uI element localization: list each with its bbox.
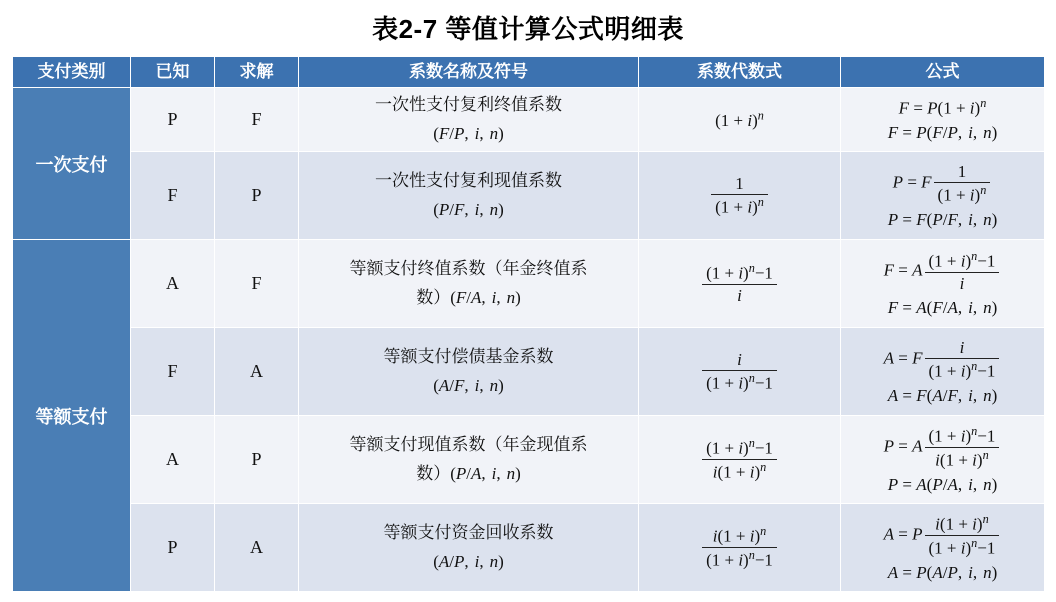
table-body [13, 88, 1045, 592]
column-header-category: 支付类别 [13, 57, 131, 88]
formula-cell: $F = P(1 + i)^n$ F = P(F/P, i, n) [841, 88, 1045, 152]
expression-cell: $\frac{i(1 + i)^n}{(1 + i)^n-1}$ [639, 504, 841, 592]
expression-cell: $\frac{1}{(1 + i)^n}$ [639, 152, 841, 240]
column-header-expression: 系数代数式 [639, 57, 841, 88]
formula-cell: A = P $\frac{i(1 + i)^n}{(1 + i)^n-1}$ A = P(A/P, i, n) [841, 504, 1045, 592]
coefficient-name-cell [299, 504, 639, 592]
coefficient-symbol-line: (A/P, i, n) [433, 551, 504, 571]
table-row [13, 88, 1045, 152]
known-cell: A [131, 240, 215, 328]
solve-cell: A [215, 328, 299, 416]
coefficient-name-line1: 等额支付偿债基金系数 [383, 346, 554, 366]
coefficient-symbol-line: (A/F, i, n) [433, 375, 504, 395]
table-row [13, 416, 1045, 504]
table-header [13, 57, 1045, 88]
coefficient-symbol-line: 数）(F/A, i, n) [416, 287, 521, 307]
coefficient-name-line1: 等额支付资金回收系数 [383, 522, 554, 542]
expression-cell: $\frac{i}{(1 + i)^n-1}$ [639, 328, 841, 416]
solve-cell: F [215, 240, 299, 328]
column-header-formula: 公式 [841, 57, 1045, 88]
coefficient-name-cell [299, 88, 639, 152]
coefficient-name-cell [299, 416, 639, 504]
coefficient-name-cell [299, 240, 639, 328]
column-header-name: 系数名称及符号 [299, 57, 639, 88]
coefficient-name-line1: 一次性支付复利现值系数 [375, 170, 562, 190]
formula-cell: P = A $\frac{(1 + i)^n-1}{i(1 + i)^n}$ P = A(P/A, i, n) [841, 416, 1045, 504]
table-header-row [13, 57, 1045, 88]
coefficient-symbol-line: (P/F, i, n) [433, 199, 504, 219]
column-header-solve: 求解 [215, 57, 299, 88]
expression-cell: $\frac{(1 + i)^n-1}{i(1 + i)^n}$ [639, 416, 841, 504]
formula-cell: P = F $\frac{1}{(1 + i)^n}$ P = F(P/F, i, n) [841, 152, 1045, 240]
coefficient-name-line1: 等额支付终值系数（年金终值系 [349, 258, 588, 278]
coefficient-name-cell [299, 152, 639, 240]
table-row [13, 152, 1045, 240]
coefficient-symbol-line: (F/P, i, n) [433, 123, 504, 143]
solve-cell: A [215, 504, 299, 592]
table-row [13, 328, 1045, 416]
expression-cell: $(1 + i)^n$ [639, 88, 841, 152]
known-cell: P [131, 504, 215, 592]
coefficient-name-line1: 等额支付现值系数（年金现值系 [349, 434, 588, 454]
coefficient-symbol-line: 数）(P/A, i, n) [416, 463, 521, 483]
solve-cell: P [215, 152, 299, 240]
equivalence-formula-table [12, 56, 1045, 592]
solve-cell: F [215, 88, 299, 152]
category-cell-single-payment: 一次支付 [13, 88, 131, 240]
coefficient-name-cell [299, 328, 639, 416]
category-cell-equal-payment: 等额支付 [13, 240, 131, 592]
table-row [13, 504, 1045, 592]
table-row [13, 240, 1045, 328]
known-cell: F [131, 152, 215, 240]
coefficient-name-line1: 一次性支付复利终值系数 [375, 94, 562, 114]
expression-cell: $\frac{(1 + i)^n-1}{i}$ [639, 240, 841, 328]
solve-cell: P [215, 416, 299, 504]
formula-cell: A = F $\frac{i}{(1 + i)^n-1}$ A = F(A/F, i, n) [841, 328, 1045, 416]
page-title: 表2-7 等值计算公式明细表 [372, 14, 684, 44]
column-header-known: 已知 [131, 57, 215, 88]
formula-cell: F = A $\frac{(1 + i)^n-1}{i}$ F = A(F/A, i, n) [841, 240, 1045, 328]
known-cell: P [131, 88, 215, 152]
known-cell: A [131, 416, 215, 504]
known-cell: F [131, 328, 215, 416]
